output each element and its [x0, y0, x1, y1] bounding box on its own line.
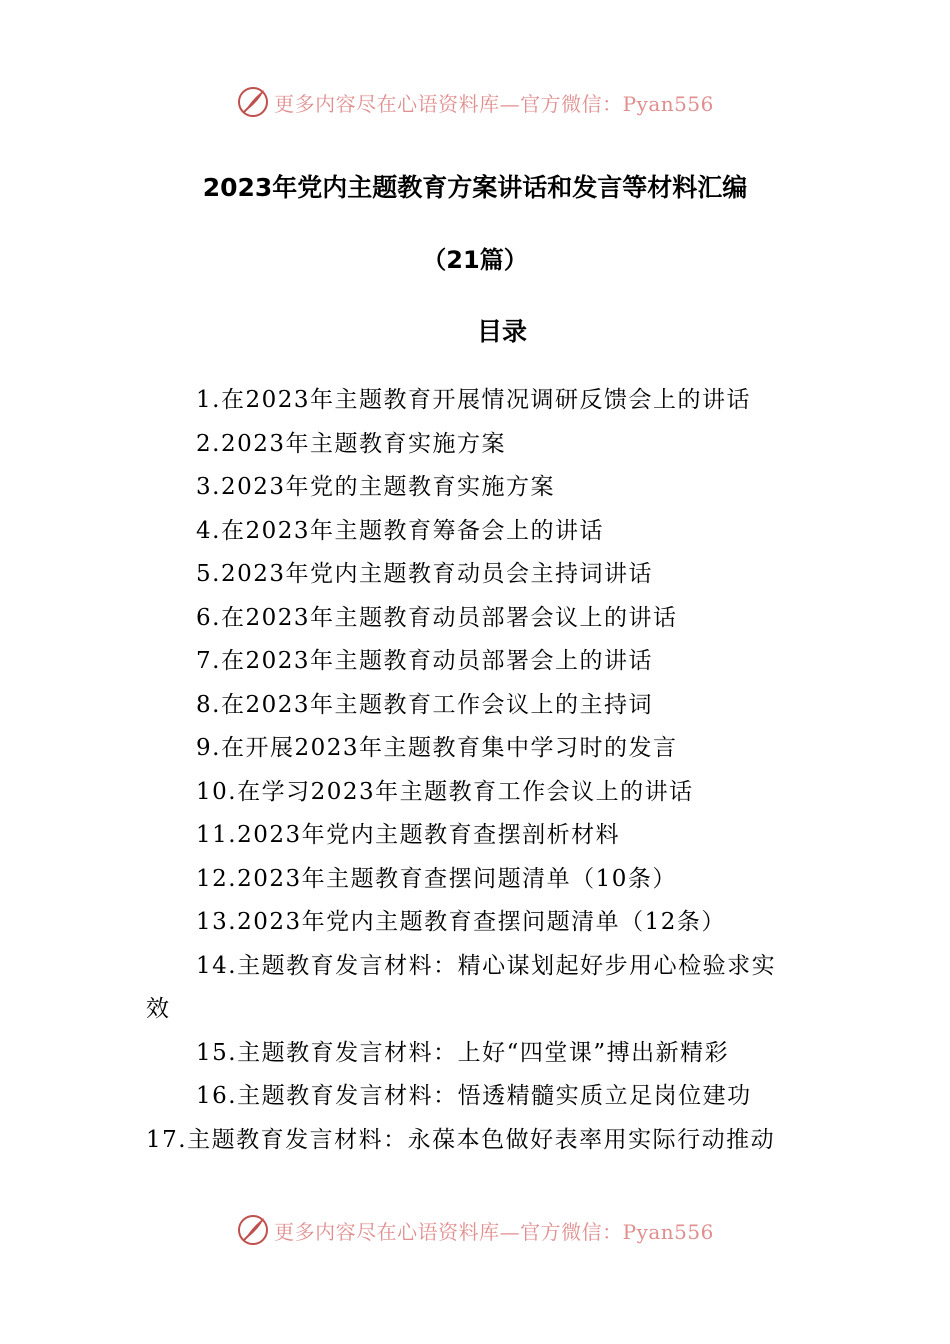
quill-logo-icon [236, 85, 270, 119]
watermark-text: 更多内容尽在心语资料库—官方微信：Pyan556 [274, 1219, 714, 1244]
document-count: （21篇） [422, 246, 528, 274]
toc-item[interactable]: 13.2023年党内主题教育查摆问题清单（12条） [196, 909, 726, 935]
document-title: 2023年党内主题教育方案讲话和发言等材料汇编 [202, 173, 748, 202]
toc-heading: 目录 [476, 317, 527, 346]
toc-item[interactable]: 15.主题教育发言材料：上好“四堂课”搏出新精彩 [196, 1040, 730, 1066]
watermark-banner-bottom [0, 1208, 950, 1252]
toc-item[interactable]: 5.2023年党内主题教育动员会主持词讲话 [196, 561, 653, 587]
toc-item[interactable]: 1.在2023年主题教育开展情况调研反馈会上的讲话 [196, 387, 751, 413]
toc-item[interactable]: 17.主题教育发言材料：永葆本色做好表率用实际行动推动 [146, 1127, 776, 1153]
toc-item[interactable]: 3.2023年党的主题教育实施方案 [196, 474, 555, 500]
toc-item[interactable]: 16.主题教育发言材料：悟透精髓实质立足岗位建功 [196, 1083, 752, 1109]
toc-item[interactable]: 14.主题教育发言材料：精心谋划起好步用心检验求实 [196, 953, 777, 979]
toc-item[interactable]: 8.在2023年主题教育工作会议上的主持词 [196, 692, 653, 718]
toc-item[interactable]: 12.2023年主题教育查摆问题清单（10条） [196, 866, 677, 892]
toc-item[interactable]: 2.2023年主题教育实施方案 [196, 431, 506, 457]
toc-item[interactable]: 9.在开展2023年主题教育集中学习时的发言 [196, 735, 678, 761]
quill-logo-icon [236, 1213, 270, 1247]
toc-item[interactable]: 4.在2023年主题教育筹备会上的讲话 [196, 518, 604, 544]
toc-item-continuation[interactable]: 效 [146, 996, 171, 1022]
toc-item[interactable]: 7.在2023年主题教育动员部署会上的讲话 [196, 648, 653, 674]
toc-item[interactable]: 11.2023年党内主题教育查摆剖析材料 [196, 822, 621, 848]
watermark-banner-top [0, 80, 950, 124]
watermark-text: 更多内容尽在心语资料库—官方微信：Pyan556 [274, 91, 714, 116]
toc-item[interactable]: 10.在学习2023年主题教育工作会议上的讲话 [196, 779, 694, 805]
toc-item[interactable]: 6.在2023年主题教育动员部署会议上的讲话 [196, 605, 678, 631]
